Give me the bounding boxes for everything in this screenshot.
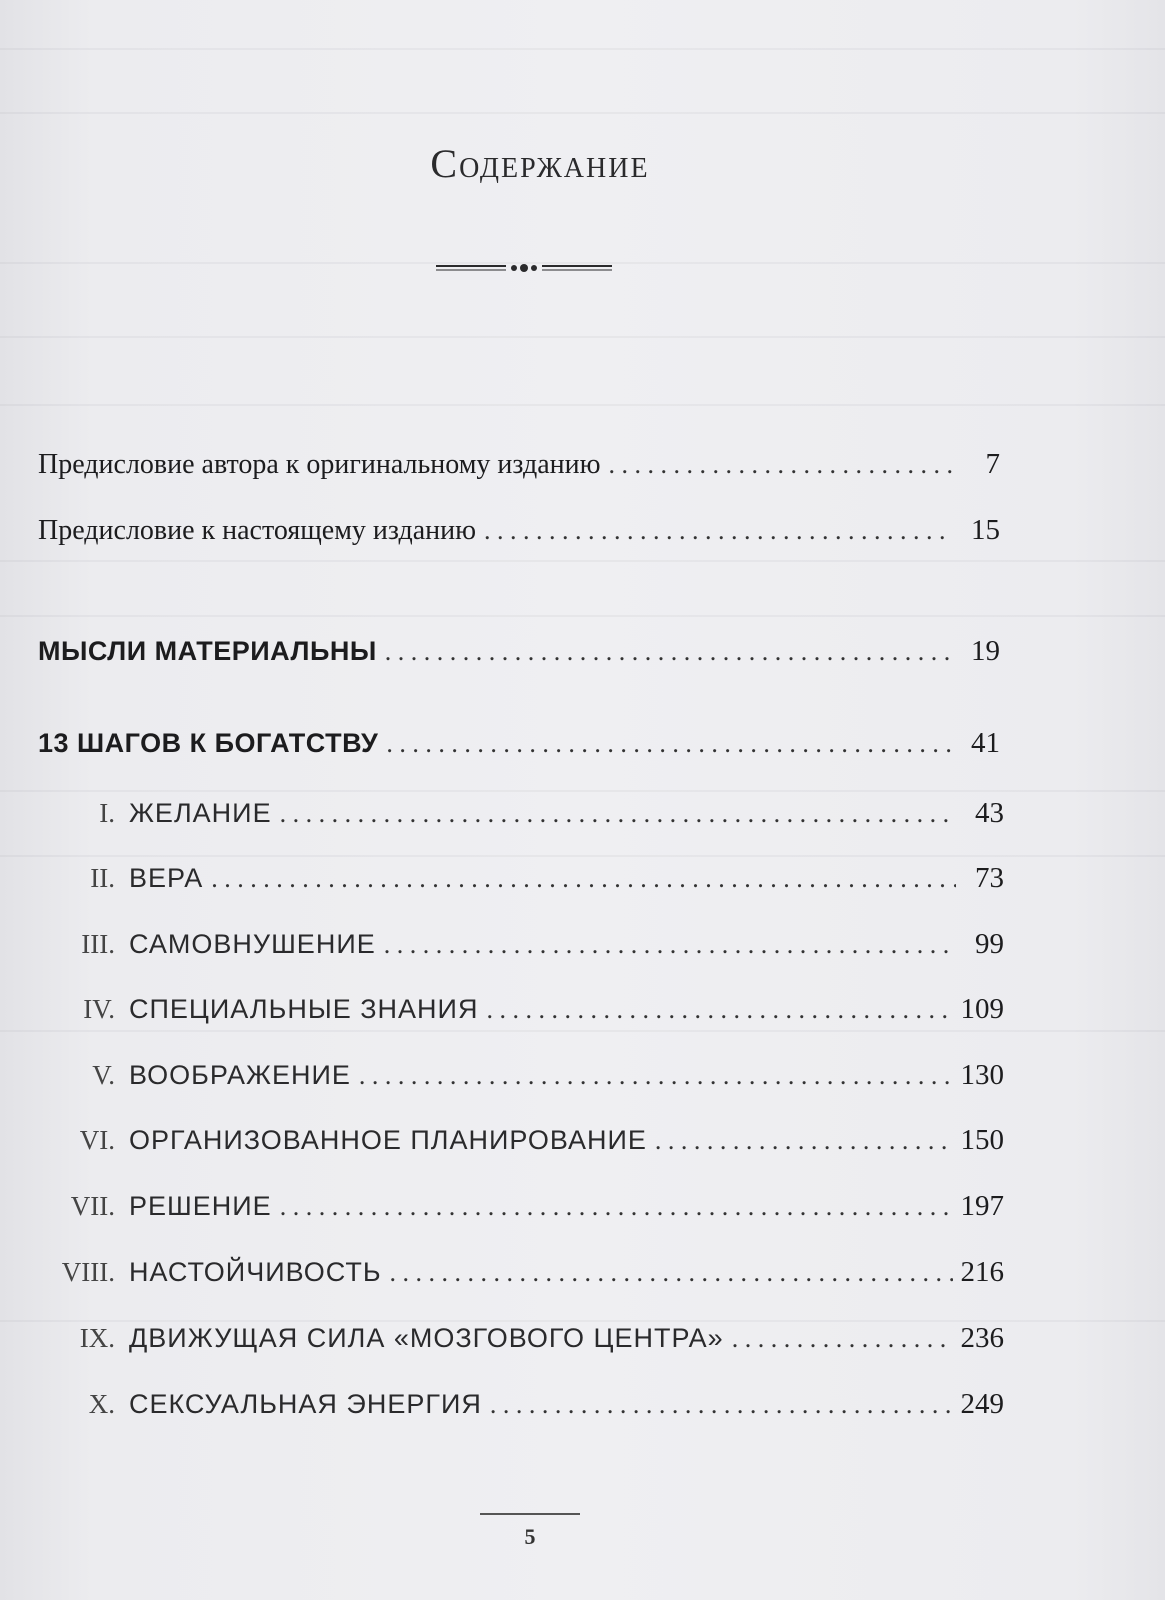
dot-leader bbox=[211, 864, 956, 894]
dot-leader bbox=[655, 1126, 953, 1156]
chapter-title: НАСТОЙЧИВОСТЬ bbox=[129, 1257, 382, 1287]
chapter-number: VII. bbox=[70, 1191, 115, 1221]
bleed-through-line bbox=[0, 560, 1165, 562]
bleed-through-line bbox=[0, 48, 1165, 50]
chapter-title: ВООБРАЖЕНИЕ bbox=[129, 1060, 351, 1090]
page-title: Содержание bbox=[430, 141, 650, 186]
bleed-through-line bbox=[0, 1030, 1165, 1032]
bleed-through-line bbox=[0, 615, 1165, 617]
chapter-title: ЖЕЛАНИЕ bbox=[129, 798, 272, 828]
bleed-through-line bbox=[0, 855, 1165, 857]
chapter-title: САМОВНУШЕНИЕ bbox=[129, 929, 376, 959]
toc-entry-current-preface[interactable] bbox=[38, 514, 1000, 547]
toc-entry-label: Предисловие автора к оригинальному изданию bbox=[38, 449, 601, 480]
chapter-title: СПЕЦИАЛЬНЫЕ ЗНАНИЯ bbox=[129, 994, 479, 1024]
dot-leader bbox=[732, 1324, 953, 1354]
toc-entry-page: 109 bbox=[960, 993, 1004, 1025]
chapter-number: IX. bbox=[79, 1323, 115, 1353]
toc-entry-page: 41 bbox=[971, 727, 1000, 759]
footer-rule bbox=[480, 1513, 580, 1515]
dot-leader bbox=[386, 729, 952, 759]
toc-entry-page: 216 bbox=[960, 1256, 1004, 1288]
chapter-title: ОРГАНИЗОВАННОЕ ПЛАНИРОВАНИЕ bbox=[129, 1125, 647, 1155]
toc-entry-page: 15 bbox=[971, 514, 1000, 546]
dot-leader bbox=[385, 637, 952, 667]
toc-entry-author-preface[interactable] bbox=[38, 448, 1000, 481]
toc-entry-label: Предисловие к настоящему изданию bbox=[38, 515, 477, 546]
dot-leader bbox=[390, 1258, 953, 1288]
bleed-through-line bbox=[0, 336, 1165, 338]
toc-chapter-6[interactable] bbox=[0, 1124, 1004, 1157]
dot-leader bbox=[384, 930, 956, 960]
dot-leader bbox=[280, 1192, 953, 1222]
toc-chapter-4[interactable] bbox=[0, 993, 1004, 1026]
toc-chapter-8[interactable] bbox=[0, 1256, 1004, 1289]
toc-part-thoughts-material[interactable] bbox=[38, 635, 1000, 668]
chapter-number: II. bbox=[90, 863, 115, 893]
toc-chapter-1[interactable] bbox=[0, 797, 1004, 830]
toc-entry-page: 150 bbox=[960, 1124, 1004, 1156]
toc-entry-page: 130 bbox=[960, 1059, 1004, 1091]
toc-entry-page: 197 bbox=[960, 1190, 1004, 1222]
bleed-through-line bbox=[0, 404, 1165, 406]
toc-part-13-steps[interactable] bbox=[38, 727, 1000, 760]
chapter-number: I. bbox=[99, 798, 115, 828]
dot-leader bbox=[359, 1061, 953, 1091]
chapter-number: VIII. bbox=[61, 1257, 115, 1287]
chapter-number: X. bbox=[88, 1389, 115, 1419]
toc-chapter-10[interactable] bbox=[0, 1388, 1004, 1421]
chapter-number: III. bbox=[81, 929, 115, 959]
toc-entry-page: 19 bbox=[971, 635, 1000, 667]
toc-chapter-3[interactable] bbox=[0, 928, 1004, 961]
toc-entry-page: 236 bbox=[960, 1322, 1004, 1354]
toc-entry-page: 7 bbox=[985, 448, 1000, 480]
chapter-title: РЕШЕНИЕ bbox=[129, 1191, 272, 1221]
toc-chapter-7[interactable] bbox=[0, 1190, 1004, 1223]
toc-chapter-9[interactable] bbox=[0, 1322, 1004, 1355]
toc-entry-page: 43 bbox=[975, 797, 1004, 829]
dot-leader bbox=[486, 995, 952, 1025]
dot-leader bbox=[484, 516, 952, 546]
dot-leader bbox=[490, 1390, 953, 1420]
dot-leader bbox=[280, 799, 956, 829]
toc-chapter-2[interactable] bbox=[0, 862, 1004, 895]
chapter-number: IV. bbox=[83, 994, 115, 1024]
title-ornament-divider bbox=[434, 258, 614, 278]
toc-part-label: 13 ШАГОВ К БОГАТСТВУ bbox=[38, 728, 379, 758]
toc-chapter-5[interactable] bbox=[0, 1059, 1004, 1092]
chapter-number: V. bbox=[92, 1060, 115, 1090]
chapter-title: СЕКСУАЛЬНАЯ ЭНЕРГИЯ bbox=[129, 1389, 482, 1419]
page-number: 5 bbox=[524, 1524, 536, 1549]
chapter-number: VI. bbox=[79, 1125, 115, 1155]
chapter-title: ДВИЖУЩАЯ СИЛА «МОЗГОВОГО ЦЕНТРА» bbox=[129, 1323, 724, 1353]
bleed-through-line bbox=[0, 112, 1165, 114]
dot-leader bbox=[609, 450, 952, 480]
toc-entry-page: 249 bbox=[960, 1388, 1004, 1420]
bleed-through-line bbox=[0, 790, 1165, 792]
toc-part-label: МЫСЛИ МАТЕРИАЛЬНЫ bbox=[38, 636, 377, 666]
toc-entry-page: 99 bbox=[975, 928, 1004, 960]
toc-entry-page: 73 bbox=[975, 862, 1004, 894]
chapter-title: ВЕРА bbox=[129, 863, 204, 893]
